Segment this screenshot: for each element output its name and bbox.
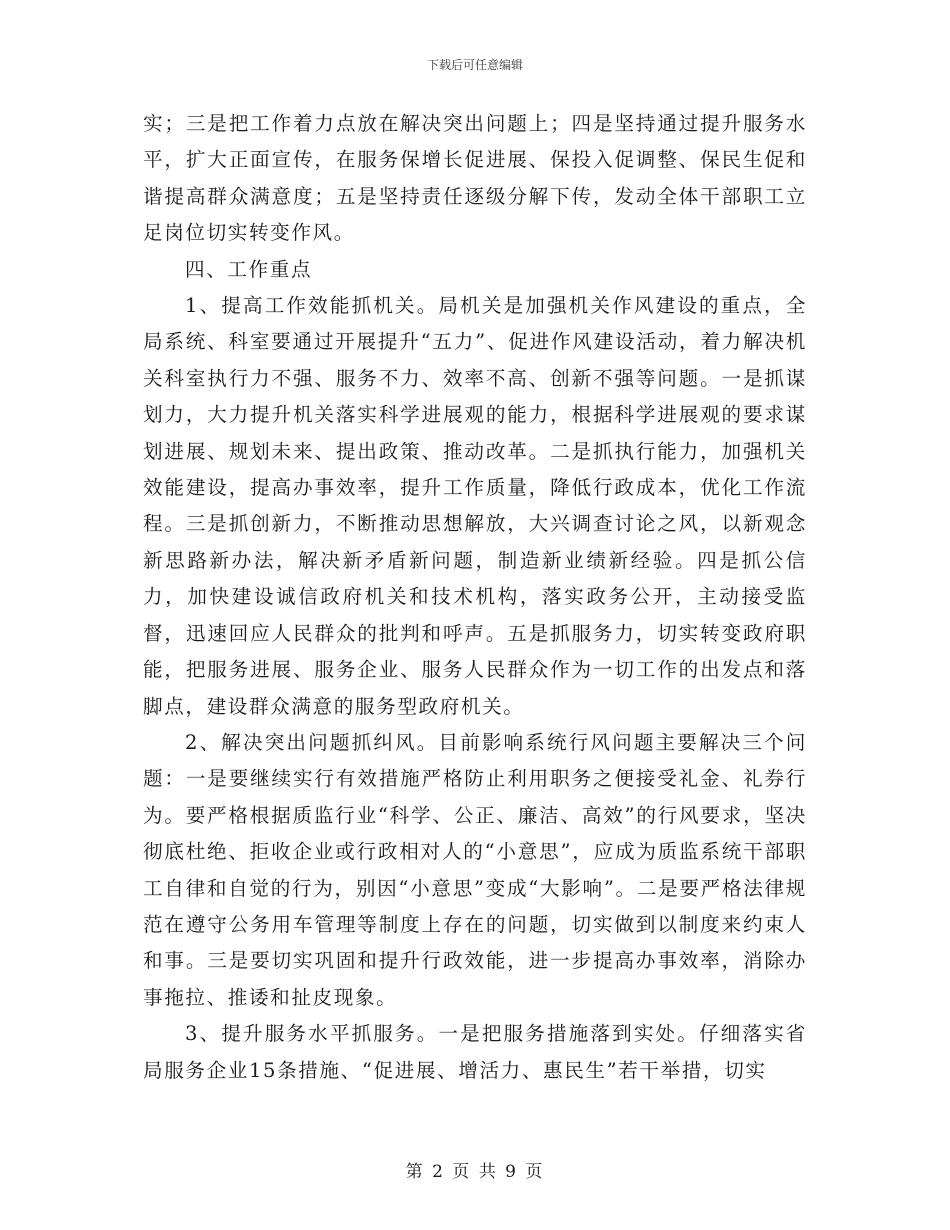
paragraph-item-3: 3、提升服务水平抓服务。一是把服务措施落到实处。仔细落实省局服务企业15条措施、“促进展、增活力、惠民生”若干举措，切实 — [143, 1022, 807, 1082]
page-footer: 第 2 页 共 9 页 — [405, 1162, 545, 1182]
paragraph-item-2: 2、解决突出问题抓纠风。目前影响系统行风问题主要解决三个问题：一是要继续实行有效措施严格防止利用职务之便接受礼金、礼券行为。要严格根据质监行业“科学、公正、廉洁、高效”的行风要求，坚决彻底杜绝、拒收企业或行政相对人的“小意思”，应成为质监系统干部职工自律和自觉的行为，别因“小意思”变成“大影响”。二是要严格法律规范在遵守公务用车管理等制度上存在的问题，切实做到以制度来约束人和事。三是要切实巩固和提升行政效能，进一步提高办事效率，消除办事拖拉、推诿和扯皮现象。 — [143, 730, 807, 1009]
paragraph-item-1: 1、提高工作效能抓机关。局机关是加强机关作风建设的重点，全局系统、科室要通过开展提升“五力”、促进作风建设活动，着力解决机关科室执行力不强、服务不力、效率不高、创新不强等问题。一是抓谋划力，大力提升机关落实科学进展观的能力，根据科学进展观的要求谋划进展、规划未来、提出政策、推动改革。二是抓执行能力，加强机关效能建设，提高办事效率，提升工作质量，降低行政成本，优化工作流程。三是抓创新力，不断推动思想解放，大兴调查讨论之风，以新观念新思路新办法，解决新矛盾新问题，制造新业绩新经验。四是抓公信力，加快建设诚信政府机关和技术机构，落实政务公开，主动接受监督，迅速回应人民群众的批判和呼声。五是抓服务力，切实转变政府职能，把服务进展、服务企业、服务人民群众作为一切工作的出发点和落脚点，建设群众满意的服务型政府机关。 — [143, 294, 807, 718]
section-heading: 四、工作重点 — [185, 257, 313, 281]
document-body — [143, 106, 807, 1089]
page-header: 下载后可任意编辑 — [426, 58, 523, 72]
paragraph-continuation: 实；三是把工作着力点放在解决突出问题上；四是坚持通过提升服务水平，扩大正面宣传，在服务保增长促进展、保投入促调整、保民生促和谐提高群众满意度；五是坚持责任逐级分解下传，发动全体干部职工立足岗位切实转变作风。 — [143, 112, 807, 245]
